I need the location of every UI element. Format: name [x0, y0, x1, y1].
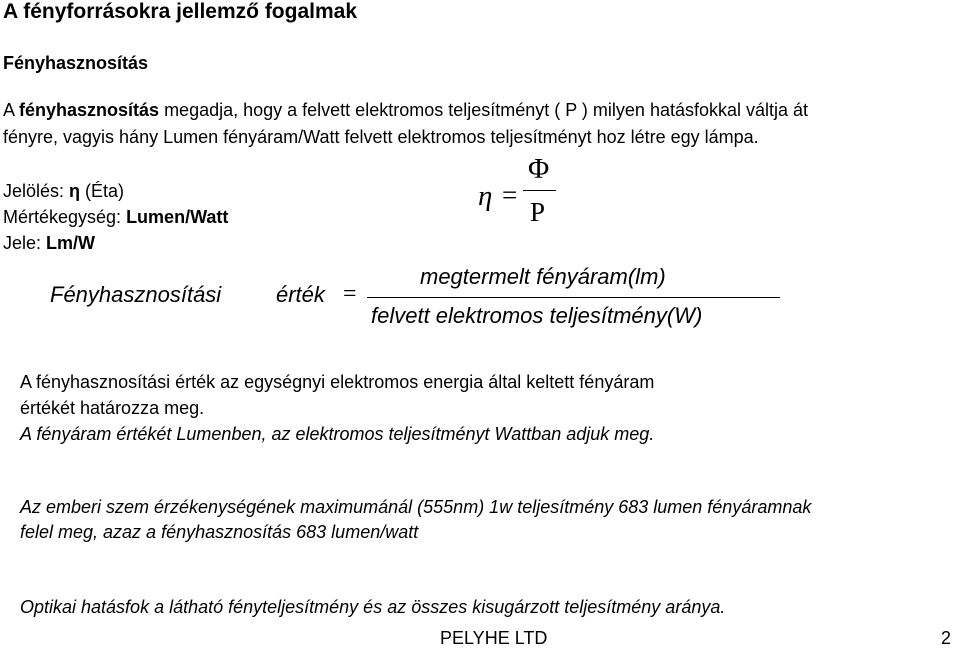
- formula-lhs-word2: érték: [276, 282, 325, 307]
- jeloles-line: Jelölés: η (Éta): [3, 181, 125, 201]
- jele-line: Jele: Lm/W: [3, 233, 96, 253]
- page-title: A fényforrásokra jellemző fogalmak: [3, 0, 358, 23]
- fraction-line: [367, 297, 780, 298]
- description-line-3: A fényáram értékét Lumenben, az elektromos teljesítményt Wattban adjuk meg.: [20, 424, 655, 444]
- footer-company: PELYHE LTD: [440, 628, 548, 648]
- formula-equals: =: [343, 281, 357, 307]
- formula-denominator: felvett elektromos teljesítmény(W): [371, 303, 703, 328]
- formula-numerator: megtermelt fényáram(lm): [420, 264, 666, 289]
- formula-equals: =: [502, 180, 518, 210]
- human-eye-line-1: Az emberi szem érzékenységének maximumánál (555nm) 1w teljesítmény 683 lumen fényáramnak: [20, 497, 812, 517]
- page-number: 2: [941, 628, 952, 648]
- section-heading: Fényhasznosítás: [3, 53, 149, 73]
- fraction-line: [523, 190, 556, 191]
- optical-efficiency-line: Optikai hatásfok a látható fényteljesítmény és az összes kisugárzott teljesítmény aránya.: [20, 597, 726, 617]
- description-line-1: A fényhasznosítási érték az egységnyi elektromos energia által keltett fényáram: [20, 372, 655, 392]
- formula-phi: Φ: [528, 153, 550, 185]
- intro-bold-term: fényhasznosítás: [19, 100, 160, 120]
- formula-p: P: [530, 197, 546, 227]
- intro-line-1: A fényhasznosítás megadja, hogy a felvett elektromos teljesítményt ( P ) milyen hatásfokkal váltja át: [3, 100, 809, 120]
- mertekegyseg-line: Mértékegység: Lumen/Watt: [3, 207, 229, 227]
- eta-symbol: η: [69, 181, 81, 201]
- formula-lhs-word1: Fényhasznosítási: [50, 282, 222, 307]
- intro-line-2: fényre, vagyis hány Lumen fényáram/Watt felvett elektromos teljesítményt hoz létre egy lámpa.: [3, 127, 759, 147]
- description-line-2: értékét határozza meg.: [20, 398, 205, 418]
- formula-eta: η: [478, 180, 493, 212]
- human-eye-line-2: felel meg, azaz a fényhasznosítás 683 lumen/watt: [20, 522, 419, 542]
